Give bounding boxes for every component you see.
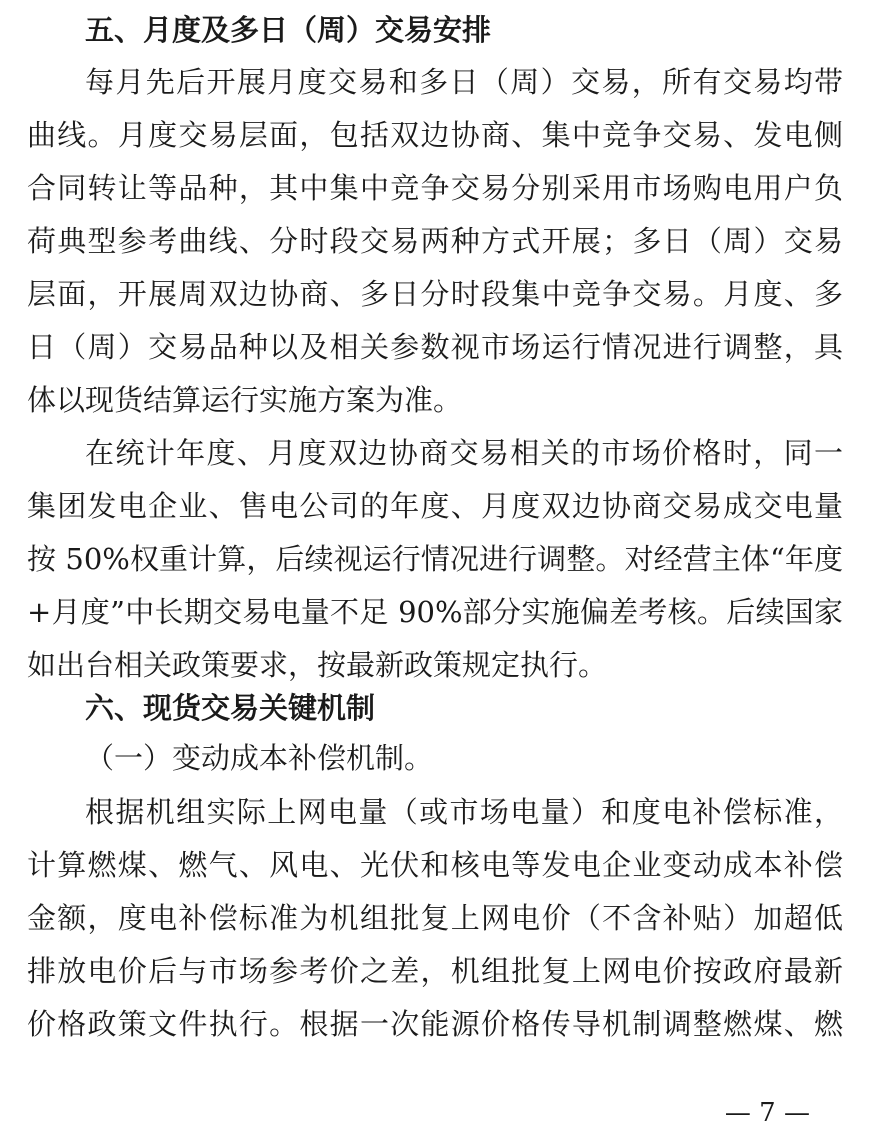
paragraph-line: 如出台相关政策要求，按最新政策规定执行。 xyxy=(27,648,608,682)
section-5-heading: 五、月度及多日（周）交易安排 xyxy=(85,13,492,47)
paragraph-line: 金额，度电补偿标准为机组批复上网电价（不含补贴）加超低 xyxy=(27,901,843,935)
paragraph-line: 按 50%权重计算，后续视运行情况进行调整。对经营主体“年度 xyxy=(27,542,843,576)
paragraph-line: 体以现货结算运行实施方案为准。 xyxy=(27,383,463,417)
paragraph-line: 每月先后开展月度交易和多日（周）交易，所有交易均带 xyxy=(85,65,843,99)
paragraph-line: 荷典型参考曲线、分时段交易两种方式开展；多日（周）交易 xyxy=(27,224,843,258)
paragraph-line: 计算燃煤、燃气、风电、光伏和核电等发电企业变动成本补偿 xyxy=(27,848,843,882)
paragraph-line: 集团发电企业、售电公司的年度、月度双边协商交易成交电量 xyxy=(27,489,843,523)
paragraph-line: 日（周）交易品种以及相关参数视市场运行情况进行调整，具 xyxy=(27,330,843,364)
section-6-subheading: （一）变动成本补偿机制。 xyxy=(85,741,434,775)
paragraph-line: 层面，开展周双边协商、多日分时段集中竞争交易。月度、多 xyxy=(27,277,843,311)
page-number: — 7 — xyxy=(724,1098,810,1128)
paragraph-line: 曲线。月度交易层面，包括双边协商、集中竞争交易、发电侧 xyxy=(27,118,843,152)
paragraph-line: +月度”中长期交易电量不足 90%部分实施偏差考核。后续国家 xyxy=(27,595,843,629)
paragraph-line: 在统计年度、月度双边协商交易相关的市场价格时，同一 xyxy=(85,436,843,470)
section-6-heading: 六、现货交易关键机制 xyxy=(85,691,376,725)
paragraph-line: 合同转让等品种，其中集中竞争交易分别采用市场购电用户负 xyxy=(27,171,843,205)
paragraph-line: 根据机组实际上网电量（或市场电量）和度电补偿标准， xyxy=(85,795,843,829)
paragraph-line: 价格政策文件执行。根据一次能源价格传导机制调整燃煤、燃 xyxy=(27,1007,843,1041)
paragraph-line: 排放电价后与市场参考价之差，机组批复上网电价按政府最新 xyxy=(27,954,843,988)
